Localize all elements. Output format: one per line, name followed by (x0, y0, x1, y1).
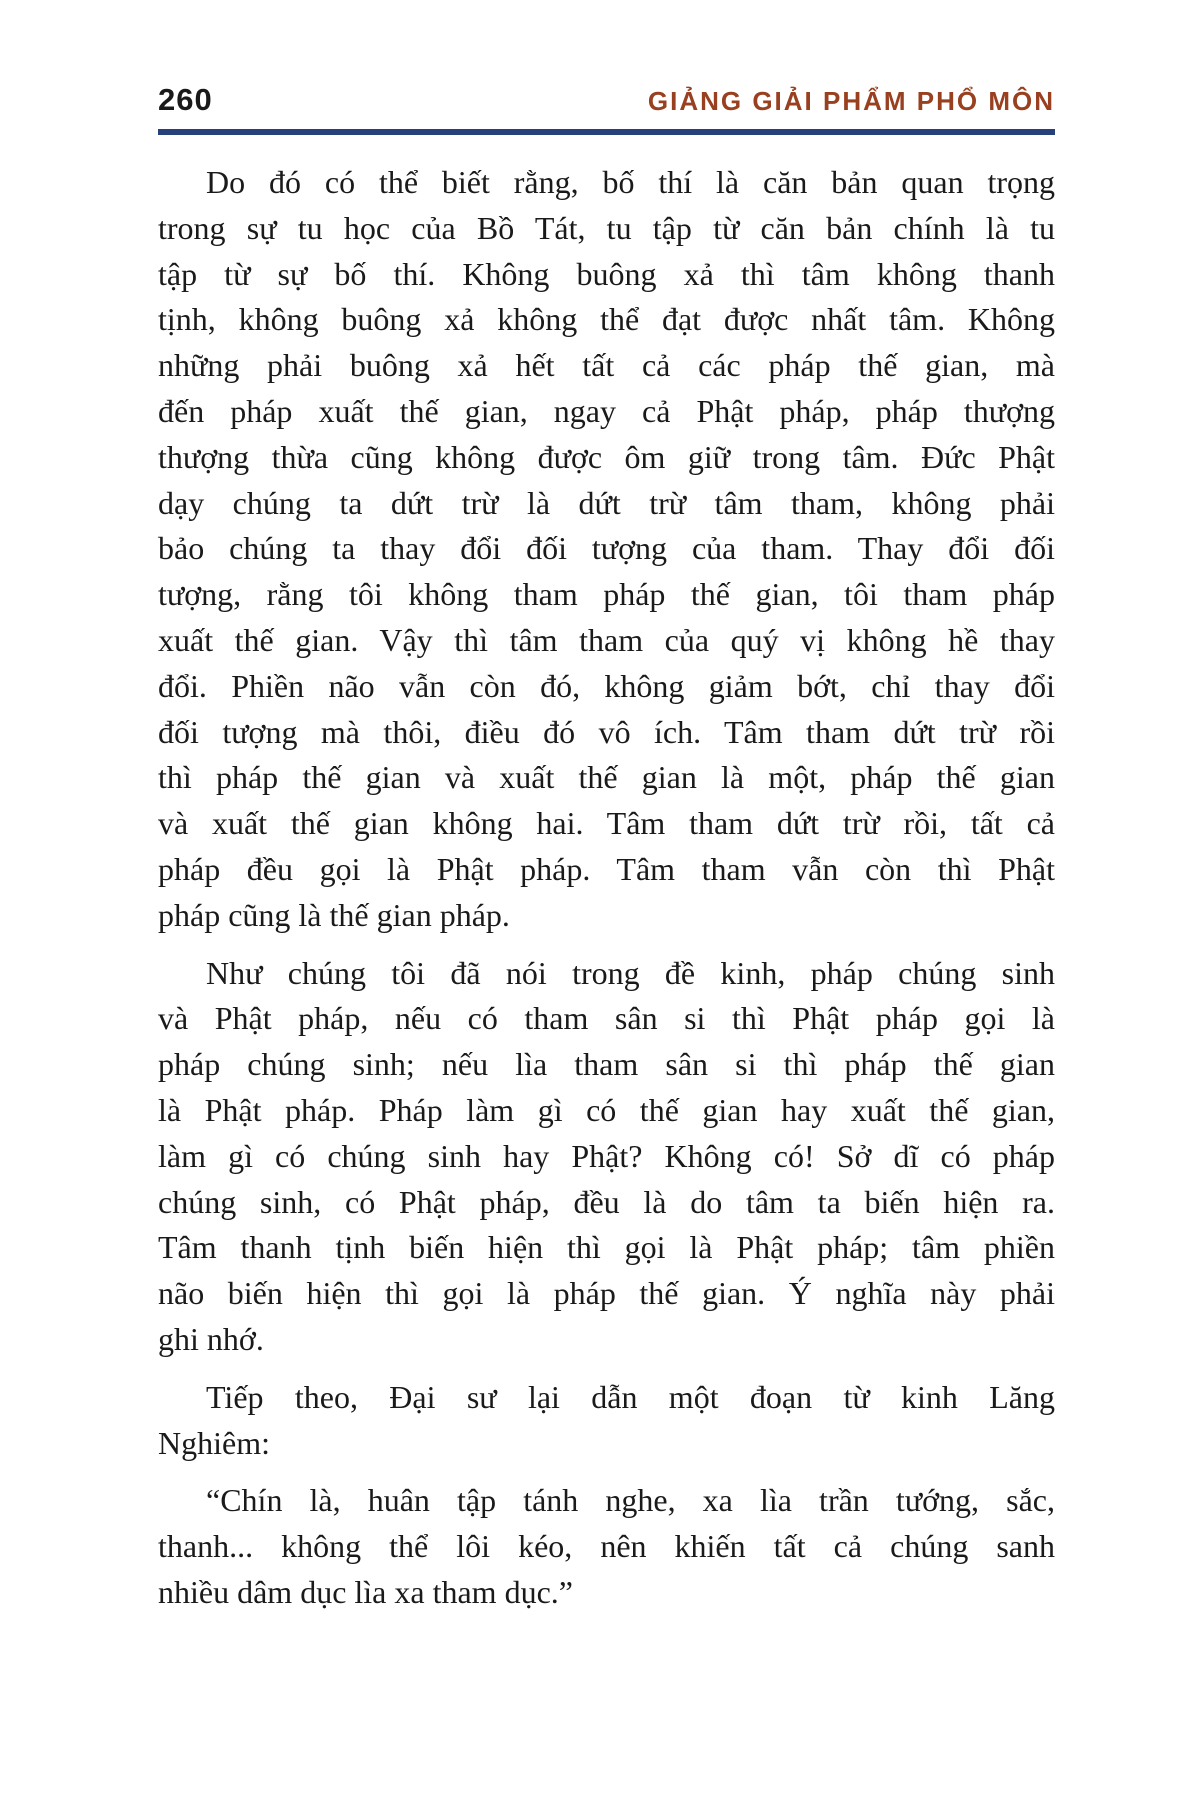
text-line: thì pháp thế gian và xuất thế gian là một, pháp thế gian (158, 759, 1055, 796)
text-line: và xuất thế gian không hai. Tâm tham dứt trừ rồi, tất cả (158, 805, 1055, 842)
text-line: là Phật pháp. Pháp làm gì có thế gian hay xuất thế gian, (158, 1091, 1055, 1128)
text-line: Như chúng tôi đã nói trong đề kinh, pháp chúng sinh (206, 954, 1055, 991)
text-line: “Chín là, huân tập tánh nghe, xa lìa trần tướng, sắc, (206, 1482, 1055, 1519)
text-line: đổi. Phiền não vẫn còn đó, không giảm bớt, chỉ thay đổi (158, 667, 1055, 704)
text-line: pháp chúng sinh; nếu lìa tham sân si thì pháp thế gian (158, 1046, 1055, 1083)
text-line: thượng thừa cũng không được ôm giữ trong tâm. Đức Phật (158, 438, 1055, 475)
text-line: ghi nhớ. (158, 1320, 264, 1357)
paragraph (158, 1375, 1055, 1467)
text-line: pháp cũng là thế gian pháp. (158, 896, 510, 933)
text-line: đối tượng mà thôi, điều đó vô ích. Tâm tham dứt trừ rồi (158, 713, 1055, 750)
header-title: GIẢNG GIẢI PHẨM PHỔ MÔN (647, 86, 1055, 116)
body-text (158, 160, 1055, 1616)
text-line: dạy chúng ta dứt trừ là dứt trừ tâm tham, không phải (158, 484, 1055, 521)
text-line: tập từ sự bố thí. Không buông xả thì tâm không thanh (158, 255, 1055, 292)
paragraph (158, 951, 1055, 1363)
text-line: trong sự tu học của Bồ Tát, tu tập từ căn bản chính là tu (158, 209, 1055, 246)
text-line: xuất thế gian. Vậy thì tâm tham của quý vị không hề thay (158, 621, 1055, 658)
text-line: bảo chúng ta thay đổi đối tượng của tham. Thay đổi đối (158, 530, 1055, 567)
paragraph (158, 160, 1055, 939)
text-line: Tâm thanh tịnh biến hiện thì gọi là Phật pháp; tâm phiền (158, 1229, 1055, 1266)
text-line: tịnh, không buông xả không thể đạt được nhất tâm. Không (158, 301, 1055, 338)
text-line: nhiều dâm dục lìa xa tham dục.” (158, 1573, 573, 1610)
header-rule (158, 129, 1055, 135)
text-line: thanh... không thể lôi kéo, nên khiến tất cả chúng sanh (158, 1528, 1055, 1565)
page-number: 260 (158, 82, 213, 117)
text-line: làm gì có chúng sinh hay Phật? Không có! Sở dĩ có pháp (158, 1137, 1055, 1174)
text-line: Nghiêm: (158, 1424, 270, 1461)
text-line: chúng sinh, có Phật pháp, đều là do tâm ta biến hiện ra. (158, 1183, 1055, 1220)
text-line: đến pháp xuất thế gian, ngay cả Phật pháp, pháp thượng (158, 392, 1055, 429)
page-header (158, 84, 1055, 116)
text-line: não biến hiện thì gọi là pháp thế gian. Ý nghĩa này phải (158, 1275, 1055, 1312)
text-line: pháp đều gọi là Phật pháp. Tâm tham vẫn còn thì Phật (158, 850, 1055, 887)
text-line: tượng, rằng tôi không tham pháp thế gian, tôi tham pháp (158, 576, 1055, 613)
text-line: những phải buông xả hết tất cả các pháp thế gian, mà (158, 347, 1055, 384)
text-line: và Phật pháp, nếu có tham sân si thì Phật pháp gọi là (158, 1000, 1055, 1037)
text-line: Tiếp theo, Đại sư lại dẫn một đoạn từ kinh Lăng (206, 1378, 1055, 1415)
paragraph (158, 1478, 1055, 1615)
text-line: Do đó có thể biết rằng, bố thí là căn bản quan trọng (206, 164, 1055, 200)
